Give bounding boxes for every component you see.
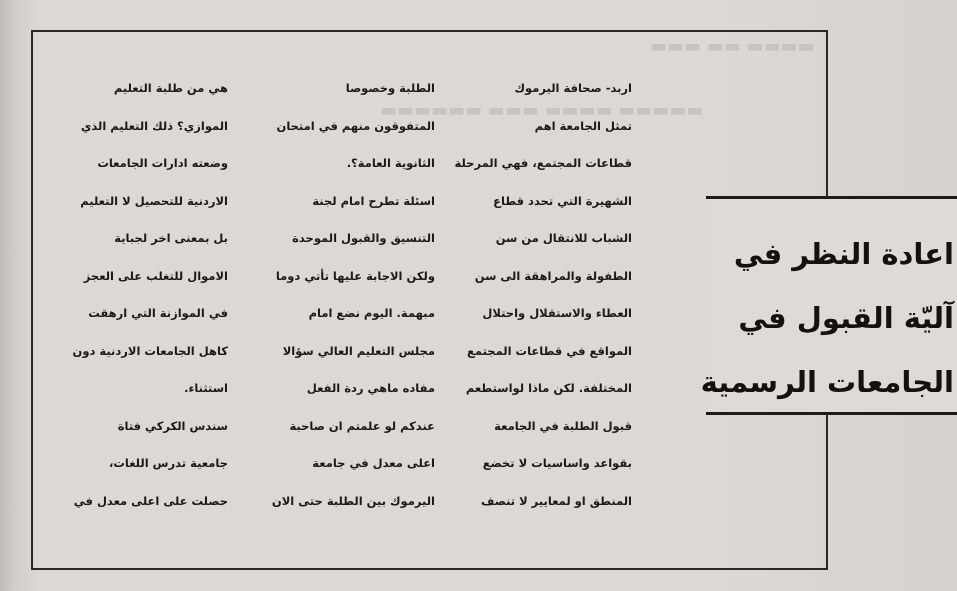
text-line: في الموازنة التي ارهقت — [88, 306, 228, 320]
text-line: اسئلة تطرح امام لجنة — [312, 193, 435, 208]
article-column-1 — [454, 70, 632, 520]
text-line: الطلبة وخصوصا — [345, 81, 435, 95]
article-headline — [700, 222, 954, 414]
text-line: المنطق او لمعايير لا تنصف — [481, 493, 632, 508]
text-line: ولكن الاجابة عليها تأتي دوما — [275, 268, 435, 283]
text-line: بقواعد واساسيات لا تخضع — [482, 456, 632, 470]
text-line: اليرموك بين الطلبة حتى الان — [271, 493, 435, 508]
headline-line: آليّة القبول في — [738, 301, 954, 335]
text-line: كاهل الجامعات الاردنية دون — [72, 343, 228, 358]
text-line: استثناء. — [184, 381, 228, 395]
headline-rule-top — [706, 196, 957, 199]
text-line: الشباب للانتقال من سن — [495, 231, 632, 245]
text-line: الموازي؟ ذلك التعليم الذي — [80, 118, 228, 133]
frame-divider — [826, 30, 828, 198]
text-line: تمثل الجامعة اهم — [534, 118, 632, 133]
bleed-through-text: ▬▬▬▬ ▬▬ ▬▬▬ — [650, 36, 815, 57]
text-line: بل بمعنى اخر لجباية — [114, 231, 228, 245]
text-line: مبهمة. اليوم نضع امام — [308, 306, 435, 320]
text-line: المواقع في قطاعات المجتمع — [467, 343, 632, 358]
text-line: سندس الكركي فتاة — [117, 418, 228, 433]
text-line: الطفولة والمراهقة الى سن — [474, 268, 632, 283]
bleed-through-text: ▬▬▬▬▬ ▬▬▬▬ ▬▬▬ ▬▬▬▬▬▬ — [380, 100, 704, 121]
text-line: عندكم لو علمتم ان صاحبة — [289, 418, 435, 433]
text-line: التنسيق والقبول الموحدة — [292, 231, 435, 245]
text-line: مجلس التعليم العالي سؤالا — [282, 343, 435, 358]
headline-line: الجامعات الرسمية — [700, 365, 954, 399]
text-line: اربد- صحافة اليرموك — [514, 81, 632, 95]
text-line: الاموال للتغلب على العجز — [83, 268, 228, 283]
text-line: جامعية تدرس اللغات، — [108, 456, 228, 470]
frame-divider — [826, 414, 828, 570]
text-line: مفاده ماهي ردة الفعل — [306, 381, 435, 395]
article-column-2 — [265, 70, 435, 520]
headline-line: اعادة النظر في — [733, 237, 954, 271]
text-line: الشهيرة التي تحدد قطاع — [493, 193, 632, 208]
text-line: المختلفة. لكن ماذا لواستطعم — [465, 381, 632, 395]
text-line: قطاعات المجتمع، فهي المرحلة — [454, 156, 632, 170]
text-line: العطاء والاستقلال واحتلال — [482, 306, 632, 320]
article-column-3 — [58, 70, 228, 520]
text-line: وضعته ادارات الجامعات — [97, 156, 228, 170]
text-line: الثانوية العامة؟. — [346, 156, 435, 170]
text-line: المتفوقون منهم في امتحان — [276, 118, 435, 133]
text-line: اعلى معدل في جامعة — [312, 456, 435, 470]
text-line: حصلت على اعلى معدل في — [73, 493, 228, 508]
text-line: قبول الطلبة في الجامعة — [494, 418, 632, 433]
text-line: هي من طلبة التعليم — [113, 81, 228, 95]
text-line: الاردنية للتحصيل لا التعليم — [80, 193, 228, 208]
